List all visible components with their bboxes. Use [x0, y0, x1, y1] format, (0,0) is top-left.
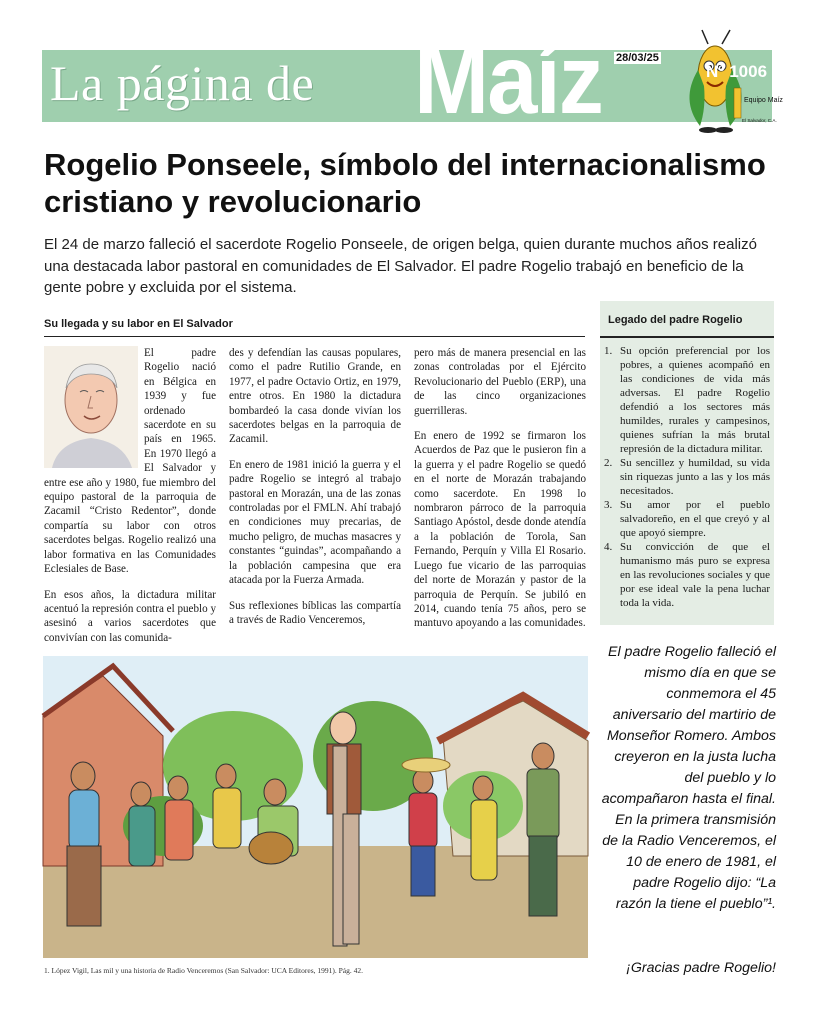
article-column-2: [229, 346, 401, 638]
issue-number: Nº 1006: [706, 62, 768, 81]
list-item: 1. Su opción preferencial por los pobres, a quienes acompañó en las condiciones de vida más adversas. El padre Rogelio defendió a los sectores más humildes, rurales y campesinos, quienes sufrían la más brutal represión de la dictadura militar.: [604, 345, 770, 455]
mascot-caption: Equipo Maíz: [744, 97, 783, 104]
sidebar-title: Legado del padre Rogelio: [608, 314, 743, 326]
issue-date: 28/03/25: [616, 52, 659, 64]
article-column-1: [44, 346, 216, 656]
legacy-list: [604, 344, 770, 610]
article-lead: El 24 de marzo falleció el sacerdote Rogelio Ponseele, de origen belga, quien durante muchos años realizó una destacada labor pastoral en comunidades de El Salvador. El padre Rogelio trabajó en beneficio de la gente pobre y excluida por el sistema.: [44, 236, 757, 296]
article-column-3: [414, 346, 586, 642]
thanks-line: ¡Gracias padre Rogelio!: [626, 960, 776, 976]
col3-paragraph: pero más de manera presencial en las zonas controladas por el Ejército Revolucionario del Pueblo (ERP), una de las cinco organizaciones guerrilleras.: [414, 347, 586, 417]
col2-paragraph: Sus reflexiones bíblicas las compartía a través de Radio Venceremos,: [229, 599, 401, 626]
col1-paragraph: En esos años, la dictadura militar acentuó la represión contra el pueblo y asesinó a varios sacerdotes que convivían con las comunida-: [44, 588, 216, 644]
list-item: 2. Su sencillez y humildad, su vida sin riquezas junto a las y los más necesitados.: [604, 457, 770, 497]
masthead-prefix: La página de: [50, 55, 315, 111]
list-item: 3. Su amor por el pueblo salvadoreño, en el que creyó y al que apoyó siempre.: [604, 499, 770, 539]
footnote: 1. López Vigil, Las mil y una historia de Radio Venceremos (San Salvador: UCA Editores, 1991). Pág. 42.: [44, 966, 364, 975]
col3-paragraph: En enero de 1992 se firmaron los Acuerdos de Paz que le pusieron fin a la guerra y el padre Rogelio se quedó en el norte de Morazán trabajando como sacerdote. En 1998 lo nombraron párroco de la parroquia Santiago Apóstol, desde donde atendía a la población de Torola, San Fernando, Perquín y Villa El Rosario. Luego fue vicario de las parroquias del norte de Morazán y pastor de la parroquia de Perquín. Se jubiló en 2014, cuando tenía 75 años, pero se mantuvo apoyando a las comunidades.: [414, 430, 586, 630]
list-item: 4. Su convicción de que el humanismo más puro se expresa en las revoluciones sociales y que por ese ideal vale la pena luchar toda la vida.: [604, 541, 770, 609]
masthead-title: Maíz: [414, 24, 603, 134]
col2-paragraph: des y defendían las causas populares, como el padre Rutilio Grande, en 1977, el padre Octavio Ortiz, en 1979, entre otros. En 1980 la dictadura bombardeó la casa donde vivían los sacerdotes belgas en la parroquia de Zacamil.: [229, 347, 401, 446]
corn-mascot-icon: [660, 30, 783, 134]
mascot-subcaption: El Salvador, C.A.: [742, 118, 777, 123]
sidebar-divider: [600, 336, 774, 338]
col1-paragraph: El padre Rogelio nació en Bélgica en 1939 y fue ordenado sacerdote en su país en 1965. En 1970 llegó a El Salvador y entre ese año y 1980, fue miembro del equipo pastoral de la parroquia de Zacamil “Cristo Redentor”, donde compartía su labor con otros sacerdotes belgas. Rogelio realizó una labor formativa en las Comunidades Eclesiales de Base.: [44, 347, 216, 576]
section-heading: Su llegada y su labor en El Salvador: [44, 318, 585, 337]
col2-paragraph: En enero de 1981 inició la guerra y el padre Rogelio se integró al trabajo pastoral en Morazán, una de las zonas controladas por el FMLN. Ahí trabajó en condiciones muy precarias, de mucho peligro, de muchas masacres y constantes “guindas”, acompañando a la población campesina que era atacada por la Fuerza Armada.: [229, 458, 401, 587]
community-illustration: [43, 656, 588, 958]
portrait-illustration: [44, 346, 138, 468]
article-title: Rogelio Ponseele, símbolo del internacionalismo cristiano y revolucionario: [44, 147, 766, 219]
closing-quote: El padre Rogelio falleció el mismo día en que se conmemora el 45 aniversario del martirio de Monseñor Romero. Ambos creyeron en la justa lucha del pueblo y lo acompañaron hasta el final. En la primera transmisión de la Radio Venceremos, el 10 de enero de 1981, el padre Rogelio dijo: “La razón la tiene el pueblo”¹.: [601, 644, 776, 912]
